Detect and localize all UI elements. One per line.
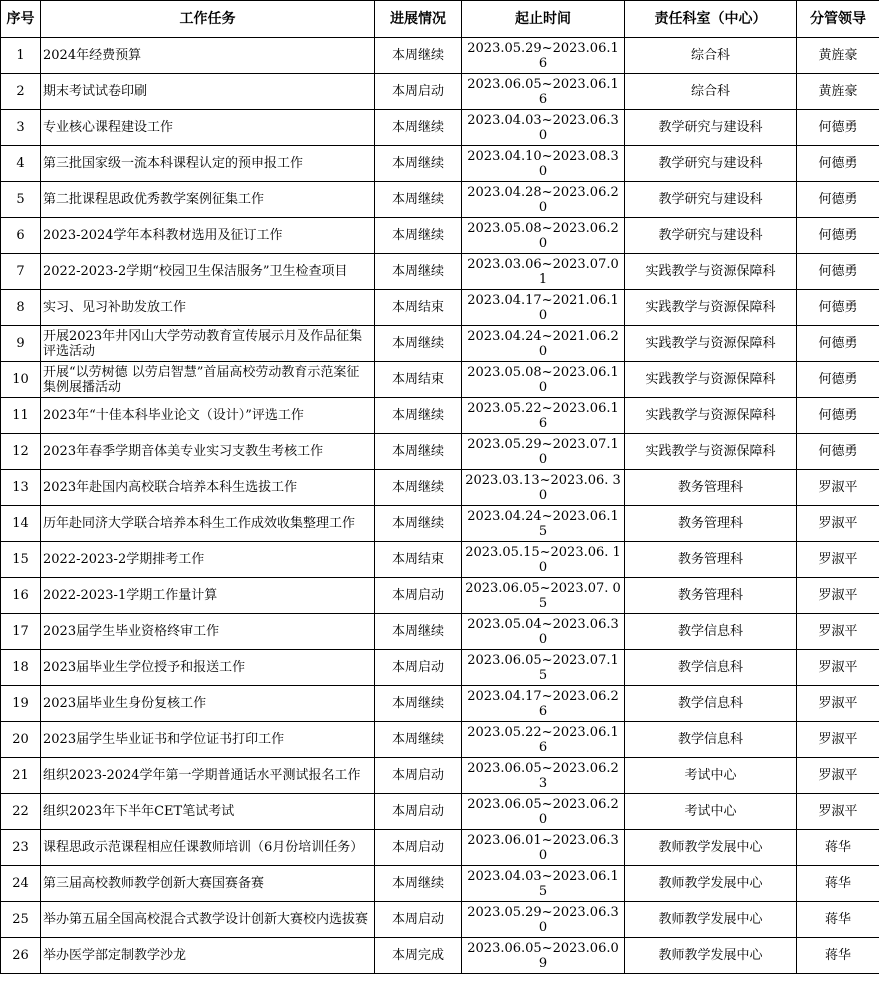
progress-status: 本周继续 <box>375 722 462 758</box>
task-name: 2023届学生毕业资格终审工作 <box>41 614 375 650</box>
date-range: 2023.04.24~2023.06.15 <box>462 506 625 542</box>
progress-status: 本周继续 <box>375 614 462 650</box>
supervising-leader: 罗淑平 <box>797 686 879 722</box>
date-range: 2023.05.04~2023.06.30 <box>462 614 625 650</box>
responsible-dept: 实践教学与资源保障科 <box>625 398 797 434</box>
task-name: 第三批国家级一流本科课程认定的预申报工作 <box>41 146 375 182</box>
table-row <box>1 290 879 326</box>
header-task: 工作任务 <box>41 1 375 38</box>
date-range: 2023.06.05~2023.06.16 <box>462 74 625 110</box>
progress-status: 本周继续 <box>375 182 462 218</box>
header-leader: 分管领导 <box>797 1 879 38</box>
table-row <box>1 470 879 506</box>
supervising-leader: 何德勇 <box>797 146 879 182</box>
header-status: 进展情况 <box>375 1 462 38</box>
task-name: 开展“以劳树德 以劳启智慧”首届高校劳动教育示范案征集例展播活动 <box>41 362 375 398</box>
task-name: 2023届毕业生身份复核工作 <box>41 686 375 722</box>
table-row <box>1 902 879 938</box>
progress-status: 本周启动 <box>375 758 462 794</box>
date-range: 2023.05.08~2023.06.10 <box>462 362 625 398</box>
row-number: 9 <box>1 326 41 362</box>
row-number: 5 <box>1 182 41 218</box>
responsible-dept: 教学信息科 <box>625 722 797 758</box>
date-range: 2023.04.03~2023.06.15 <box>462 866 625 902</box>
responsible-dept: 教学研究与建设科 <box>625 146 797 182</box>
row-number: 10 <box>1 362 41 398</box>
row-number: 17 <box>1 614 41 650</box>
progress-status: 本周启动 <box>375 650 462 686</box>
task-name: 2023届毕业生学位授予和报送工作 <box>41 650 375 686</box>
supervising-leader: 何德勇 <box>797 182 879 218</box>
task-name: 期末考试试卷印刷 <box>41 74 375 110</box>
row-number: 16 <box>1 578 41 614</box>
progress-status: 本周继续 <box>375 110 462 146</box>
responsible-dept: 实践教学与资源保障科 <box>625 254 797 290</box>
responsible-dept: 教务管理科 <box>625 578 797 614</box>
table-row <box>1 398 879 434</box>
responsible-dept: 综合科 <box>625 74 797 110</box>
date-range: 2023.04.10~2023.08.30 <box>462 146 625 182</box>
date-range: 2023.05.29~2023.06.16 <box>462 38 625 74</box>
table-row <box>1 74 879 110</box>
progress-status: 本周启动 <box>375 830 462 866</box>
date-range: 2023.05.22~2023.06.16 <box>462 398 625 434</box>
supervising-leader: 何德勇 <box>797 110 879 146</box>
supervising-leader: 罗淑平 <box>797 542 879 578</box>
supervising-leader: 何德勇 <box>797 362 879 398</box>
task-name: 组织2023-2024学年第一学期普通话水平测试报名工作 <box>41 758 375 794</box>
date-range: 2023.06.05~2023.06.09 <box>462 938 625 974</box>
supervising-leader: 罗淑平 <box>797 794 879 830</box>
header-row <box>1 1 879 38</box>
date-range: 2023.04.17~2021.06.10 <box>462 290 625 326</box>
task-name: 2023年赴国内高校联合培养本科生选拔工作 <box>41 470 375 506</box>
task-name: 举办第五届全国高校混合式教学设计创新大赛校内选拔赛 <box>41 902 375 938</box>
responsible-dept: 考试中心 <box>625 758 797 794</box>
task-name: 第二批课程思政优秀教学案例征集工作 <box>41 182 375 218</box>
table-row <box>1 110 879 146</box>
responsible-dept: 教学信息科 <box>625 686 797 722</box>
responsible-dept: 考试中心 <box>625 794 797 830</box>
progress-status: 本周继续 <box>375 434 462 470</box>
table-row <box>1 830 879 866</box>
supervising-leader: 罗淑平 <box>797 470 879 506</box>
table-row <box>1 722 879 758</box>
task-name: 开展2023年井冈山大学劳动教育宣传展示月及作品征集评选活动 <box>41 326 375 362</box>
responsible-dept: 实践教学与资源保障科 <box>625 326 797 362</box>
progress-status: 本周启动 <box>375 794 462 830</box>
supervising-leader: 何德勇 <box>797 434 879 470</box>
row-number: 18 <box>1 650 41 686</box>
row-number: 14 <box>1 506 41 542</box>
task-name: 专业核心课程建设工作 <box>41 110 375 146</box>
responsible-dept: 教务管理科 <box>625 470 797 506</box>
responsible-dept: 教学研究与建设科 <box>625 110 797 146</box>
row-number: 22 <box>1 794 41 830</box>
supervising-leader: 罗淑平 <box>797 506 879 542</box>
row-number: 19 <box>1 686 41 722</box>
table-body <box>1 38 879 974</box>
table-row <box>1 758 879 794</box>
task-name: 组织2023年下半年CET笔试考试 <box>41 794 375 830</box>
row-number: 1 <box>1 38 41 74</box>
supervising-leader: 何德勇 <box>797 254 879 290</box>
row-number: 26 <box>1 938 41 974</box>
row-number: 12 <box>1 434 41 470</box>
row-number: 13 <box>1 470 41 506</box>
table-row <box>1 686 879 722</box>
date-range: 2023.06.05~2023.07. 05 <box>462 578 625 614</box>
row-number: 15 <box>1 542 41 578</box>
progress-status: 本周启动 <box>375 902 462 938</box>
supervising-leader: 蒋华 <box>797 830 879 866</box>
supervising-leader: 罗淑平 <box>797 722 879 758</box>
date-range: 2023.03.13~2023.06. 30 <box>462 470 625 506</box>
task-name: 2023届学生毕业证书和学位证书打印工作 <box>41 722 375 758</box>
task-name: 课程思政示范课程相应任课教师培训（6月份培训任务） <box>41 830 375 866</box>
task-name: 2023-2024学年本科教材选用及征订工作 <box>41 218 375 254</box>
responsible-dept: 实践教学与资源保障科 <box>625 290 797 326</box>
table-row <box>1 38 879 74</box>
supervising-leader: 蒋华 <box>797 866 879 902</box>
responsible-dept: 综合科 <box>625 38 797 74</box>
supervising-leader: 罗淑平 <box>797 758 879 794</box>
date-range: 2023.06.05~2023.07.15 <box>462 650 625 686</box>
row-number: 7 <box>1 254 41 290</box>
responsible-dept: 教师教学发展中心 <box>625 902 797 938</box>
table-row <box>1 254 879 290</box>
date-range: 2023.05.22~2023.06.16 <box>462 722 625 758</box>
table-row <box>1 542 879 578</box>
table-row <box>1 362 879 398</box>
progress-status: 本周继续 <box>375 686 462 722</box>
progress-status: 本周启动 <box>375 74 462 110</box>
row-number: 24 <box>1 866 41 902</box>
task-name: 举办医学部定制教学沙龙 <box>41 938 375 974</box>
row-number: 23 <box>1 830 41 866</box>
row-number: 4 <box>1 146 41 182</box>
table-row <box>1 650 879 686</box>
row-number: 8 <box>1 290 41 326</box>
date-range: 2023.05.15~2023.06. 10 <box>462 542 625 578</box>
supervising-leader: 罗淑平 <box>797 614 879 650</box>
task-name: 2022-2023-2学期“校园卫生保洁服务”卫生检查项目 <box>41 254 375 290</box>
task-name: 2023年“十佳本科毕业论文（设计）”评选工作 <box>41 398 375 434</box>
responsible-dept: 教师教学发展中心 <box>625 938 797 974</box>
date-range: 2023.05.08~2023.06.20 <box>462 218 625 254</box>
responsible-dept: 教务管理科 <box>625 506 797 542</box>
supervising-leader: 蒋华 <box>797 902 879 938</box>
table-row <box>1 218 879 254</box>
supervising-leader: 黄旌豪 <box>797 38 879 74</box>
table-row <box>1 866 879 902</box>
table-row <box>1 794 879 830</box>
header-no: 序号 <box>1 1 41 38</box>
table-header <box>1 1 879 38</box>
task-name: 2022-2023-2学期排考工作 <box>41 542 375 578</box>
date-range: 2023.04.17~2023.06.26 <box>462 686 625 722</box>
row-number: 11 <box>1 398 41 434</box>
task-name: 第三届高校教师教学创新大赛国赛备赛 <box>41 866 375 902</box>
row-number: 20 <box>1 722 41 758</box>
supervising-leader: 黄旌豪 <box>797 74 879 110</box>
supervising-leader: 罗淑平 <box>797 650 879 686</box>
date-range: 2023.06.05~2023.06.23 <box>462 758 625 794</box>
date-range: 2023.04.03~2023.06.30 <box>462 110 625 146</box>
supervising-leader: 何德勇 <box>797 218 879 254</box>
table-row <box>1 326 879 362</box>
supervising-leader: 罗淑平 <box>797 578 879 614</box>
date-range: 2023.06.05~2023.06.20 <box>462 794 625 830</box>
table-row <box>1 578 879 614</box>
responsible-dept: 教师教学发展中心 <box>625 866 797 902</box>
responsible-dept: 教学研究与建设科 <box>625 218 797 254</box>
supervising-leader: 何德勇 <box>797 290 879 326</box>
responsible-dept: 实践教学与资源保障科 <box>625 434 797 470</box>
task-name: 历年赴同济大学联合培养本科生工作成效收集整理工作 <box>41 506 375 542</box>
responsible-dept: 实践教学与资源保障科 <box>625 362 797 398</box>
row-number: 3 <box>1 110 41 146</box>
progress-status: 本周继续 <box>375 506 462 542</box>
responsible-dept: 教务管理科 <box>625 542 797 578</box>
date-range: 2023.05.29~2023.06.30 <box>462 902 625 938</box>
progress-status: 本周结束 <box>375 362 462 398</box>
row-number: 6 <box>1 218 41 254</box>
responsible-dept: 教学研究与建设科 <box>625 182 797 218</box>
progress-status: 本周完成 <box>375 938 462 974</box>
supervising-leader: 何德勇 <box>797 326 879 362</box>
progress-status: 本周继续 <box>375 866 462 902</box>
task-name: 2022-2023-1学期工作量计算 <box>41 578 375 614</box>
progress-status: 本周继续 <box>375 218 462 254</box>
progress-status: 本周结束 <box>375 542 462 578</box>
task-name: 2023年春季学期音体美专业实习支教生考核工作 <box>41 434 375 470</box>
table-row <box>1 434 879 470</box>
progress-status: 本周继续 <box>375 326 462 362</box>
responsible-dept: 教师教学发展中心 <box>625 830 797 866</box>
table-row <box>1 938 879 974</box>
date-range: 2023.04.28~2023.06.20 <box>462 182 625 218</box>
progress-status: 本周结束 <box>375 290 462 326</box>
header-dept: 责任科室（中心） <box>625 1 797 38</box>
progress-status: 本周继续 <box>375 146 462 182</box>
task-name: 实习、见习补助发放工作 <box>41 290 375 326</box>
date-range: 2023.05.29~2023.07.10 <box>462 434 625 470</box>
progress-status: 本周启动 <box>375 578 462 614</box>
date-range: 2023.04.24~2021.06.20 <box>462 326 625 362</box>
row-number: 25 <box>1 902 41 938</box>
header-period: 起止时间 <box>462 1 625 38</box>
progress-status: 本周继续 <box>375 38 462 74</box>
supervising-leader: 蒋华 <box>797 938 879 974</box>
table-row <box>1 614 879 650</box>
table-row <box>1 506 879 542</box>
progress-status: 本周继续 <box>375 470 462 506</box>
date-range: 2023.06.01~2023.06.30 <box>462 830 625 866</box>
row-number: 2 <box>1 74 41 110</box>
supervising-leader: 何德勇 <box>797 398 879 434</box>
responsible-dept: 教学信息科 <box>625 614 797 650</box>
progress-status: 本周继续 <box>375 398 462 434</box>
table-row <box>1 146 879 182</box>
progress-status: 本周继续 <box>375 254 462 290</box>
row-number: 21 <box>1 758 41 794</box>
task-name: 2024年经费预算 <box>41 38 375 74</box>
date-range: 2023.03.06~2023.07.01 <box>462 254 625 290</box>
table-row <box>1 182 879 218</box>
responsible-dept: 教学信息科 <box>625 650 797 686</box>
